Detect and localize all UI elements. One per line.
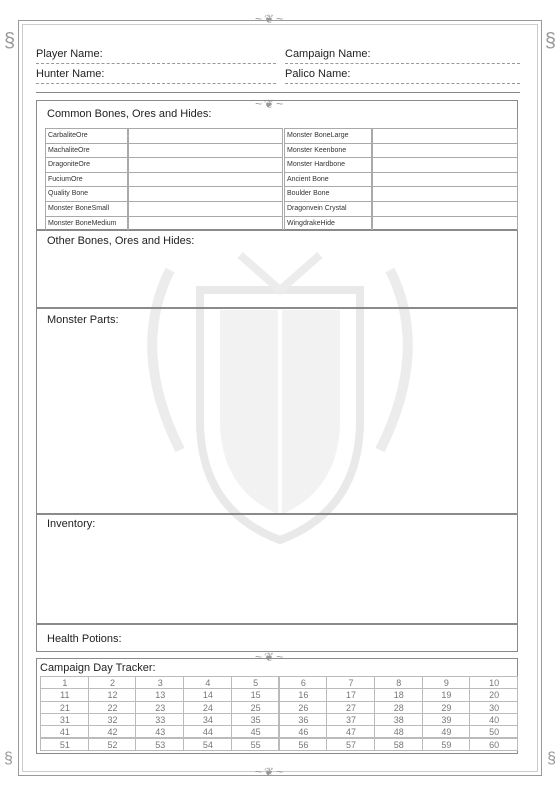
day-cell[interactable] bbox=[88, 701, 137, 714]
material-quantity-cell[interactable] bbox=[372, 216, 518, 232]
material-name-cell bbox=[284, 143, 372, 159]
day-number: 25 bbox=[250, 702, 261, 713]
corner-ornament-icon: § bbox=[4, 30, 16, 52]
material-name-cell bbox=[284, 186, 372, 202]
day-number: 60 bbox=[489, 739, 500, 750]
day-cell[interactable] bbox=[326, 676, 375, 689]
day-number: 49 bbox=[441, 727, 452, 738]
monster-parts-section[interactable] bbox=[36, 308, 518, 514]
bottom-ornament-icon: ~❦~ bbox=[255, 765, 286, 779]
material-name-cell bbox=[284, 157, 372, 173]
material-quantity-cell[interactable] bbox=[372, 201, 518, 217]
day-number: 16 bbox=[298, 690, 309, 701]
day-number: 18 bbox=[393, 690, 404, 701]
material-name-cell bbox=[284, 172, 372, 188]
day-number: 24 bbox=[202, 702, 213, 713]
day-cell[interactable] bbox=[422, 676, 471, 689]
day-cell[interactable] bbox=[279, 738, 328, 751]
day-number: 5 bbox=[253, 678, 259, 688]
day-number: 20 bbox=[489, 690, 500, 701]
day-number: 32 bbox=[107, 714, 118, 725]
day-cell[interactable] bbox=[183, 713, 232, 726]
day-number: 53 bbox=[155, 739, 166, 750]
day-cell[interactable] bbox=[279, 701, 328, 714]
day-cell[interactable] bbox=[183, 676, 232, 689]
day-number: 40 bbox=[489, 714, 500, 725]
material-name: Quality Bone bbox=[48, 190, 89, 198]
day-cell[interactable] bbox=[183, 688, 232, 701]
material-quantity-cell[interactable] bbox=[128, 216, 283, 232]
day-cell[interactable] bbox=[183, 701, 232, 714]
day-number: 51 bbox=[59, 739, 70, 750]
material-name-cell bbox=[45, 201, 128, 217]
day-cell[interactable] bbox=[326, 713, 375, 726]
palico-name-label: Palico Name: bbox=[285, 68, 351, 80]
monster-parts-title: Monster Parts: bbox=[47, 314, 119, 326]
day-number: 3 bbox=[157, 678, 163, 688]
day-number: 37 bbox=[346, 714, 357, 725]
day-cell[interactable] bbox=[40, 688, 89, 701]
day-number: 14 bbox=[202, 690, 213, 701]
day-cell[interactable] bbox=[40, 738, 89, 751]
day-cell[interactable] bbox=[469, 738, 518, 751]
day-cell[interactable] bbox=[469, 725, 518, 738]
day-cell[interactable] bbox=[326, 725, 375, 738]
material-name: WingdrakeHide bbox=[287, 219, 335, 227]
day-number: 17 bbox=[346, 690, 357, 701]
day-number: 33 bbox=[155, 714, 166, 725]
mid-ornament-icon: ~❦~ bbox=[255, 97, 286, 111]
corner-ornament-icon: § bbox=[544, 30, 556, 52]
day-cell[interactable] bbox=[40, 725, 89, 738]
day-number: 4 bbox=[205, 678, 211, 688]
day-number: 45 bbox=[250, 727, 261, 738]
day-cell[interactable] bbox=[231, 688, 280, 701]
day-number: 31 bbox=[59, 714, 70, 725]
tracker-ornament-icon: ~❦~ bbox=[255, 650, 286, 664]
hunter-name-label: Hunter Name: bbox=[36, 68, 105, 80]
material-name: MachaliteOre bbox=[48, 146, 90, 154]
day-cell[interactable] bbox=[279, 688, 328, 701]
material-name-cell bbox=[45, 186, 128, 202]
day-number: 39 bbox=[441, 714, 452, 725]
day-number: 50 bbox=[489, 727, 500, 738]
day-cell[interactable] bbox=[40, 676, 89, 689]
material-quantity-cell[interactable] bbox=[372, 157, 518, 173]
day-number: 28 bbox=[393, 702, 404, 713]
material-name: Monster BoneMedium bbox=[48, 219, 117, 227]
day-cell[interactable] bbox=[231, 701, 280, 714]
day-number: 52 bbox=[107, 739, 118, 750]
player-name-field[interactable] bbox=[36, 63, 276, 64]
material-name-cell bbox=[284, 201, 372, 217]
day-number: 2 bbox=[110, 678, 116, 688]
material-quantity-cell[interactable] bbox=[372, 143, 518, 159]
day-cell[interactable] bbox=[183, 738, 232, 751]
material-name: Monster Keenbone bbox=[287, 146, 347, 154]
material-quantity-cell[interactable] bbox=[128, 201, 283, 217]
material-name: Ancient Bone bbox=[287, 175, 329, 183]
day-cell[interactable] bbox=[374, 725, 423, 738]
day-cell[interactable] bbox=[88, 688, 137, 701]
material-quantity-cell[interactable] bbox=[128, 128, 283, 144]
material-name: Monster BoneLarge bbox=[287, 132, 349, 139]
material-quantity-cell[interactable] bbox=[372, 172, 518, 188]
material-name-cell bbox=[284, 128, 372, 144]
day-number: 54 bbox=[202, 739, 213, 750]
health-potions-title: Health Potions: bbox=[47, 633, 122, 645]
material-quantity-cell[interactable] bbox=[372, 186, 518, 202]
day-cell[interactable] bbox=[40, 701, 89, 714]
day-number: 12 bbox=[107, 690, 118, 701]
campaign-name-label: Campaign Name: bbox=[285, 48, 371, 60]
day-number: 26 bbox=[298, 702, 309, 713]
day-number: 56 bbox=[298, 739, 309, 750]
day-cell[interactable] bbox=[231, 676, 280, 689]
material-quantity-cell[interactable] bbox=[128, 143, 283, 159]
day-cell[interactable] bbox=[374, 713, 423, 726]
day-cell[interactable] bbox=[374, 701, 423, 714]
day-cell[interactable] bbox=[374, 676, 423, 689]
day-cell[interactable] bbox=[231, 713, 280, 726]
material-quantity-cell[interactable] bbox=[372, 128, 518, 144]
corner-ornament-icon: § bbox=[4, 750, 13, 767]
day-cell[interactable] bbox=[326, 738, 375, 751]
day-cell[interactable] bbox=[279, 676, 328, 689]
day-cell[interactable] bbox=[279, 713, 328, 726]
day-cell[interactable] bbox=[231, 725, 280, 738]
material-name: DragoniteOre bbox=[48, 161, 91, 169]
day-number: 22 bbox=[107, 702, 118, 713]
day-cell[interactable] bbox=[469, 688, 518, 701]
day-number: 21 bbox=[59, 702, 70, 713]
day-cell[interactable] bbox=[135, 713, 184, 726]
day-number: 6 bbox=[300, 678, 306, 688]
day-cell[interactable] bbox=[279, 725, 328, 738]
day-number: 57 bbox=[346, 739, 357, 750]
day-cell[interactable] bbox=[374, 738, 423, 751]
material-name-cell bbox=[45, 216, 128, 232]
day-cell[interactable] bbox=[469, 701, 518, 714]
day-number: 42 bbox=[107, 727, 118, 738]
divider bbox=[36, 92, 520, 93]
day-number: 29 bbox=[441, 702, 452, 713]
day-cell[interactable] bbox=[422, 713, 471, 726]
day-cell[interactable] bbox=[422, 725, 471, 738]
day-cell[interactable] bbox=[135, 738, 184, 751]
material-quantity-cell[interactable] bbox=[128, 157, 283, 173]
other-materials-title: Other Bones, Ores and Hides: bbox=[47, 235, 195, 247]
day-number: 34 bbox=[202, 714, 213, 725]
day-number: 47 bbox=[346, 727, 357, 738]
day-cell[interactable] bbox=[88, 738, 137, 751]
day-cell[interactable] bbox=[422, 738, 471, 751]
day-number: 46 bbox=[298, 727, 309, 738]
day-number: 1 bbox=[62, 678, 68, 688]
material-name-cell bbox=[45, 157, 128, 173]
day-cell[interactable] bbox=[422, 701, 471, 714]
player-name-label: Player Name: bbox=[36, 48, 103, 60]
day-tracker-title: Campaign Day Tracker: bbox=[40, 662, 156, 674]
day-cell[interactable] bbox=[135, 688, 184, 701]
day-cell[interactable] bbox=[422, 688, 471, 701]
day-number: 27 bbox=[346, 702, 357, 713]
day-cell[interactable] bbox=[88, 725, 137, 738]
material-name-cell bbox=[45, 143, 128, 159]
day-number: 13 bbox=[155, 690, 166, 701]
top-ornament-icon: ~❦~ bbox=[255, 12, 286, 26]
day-number: 43 bbox=[155, 727, 166, 738]
day-number: 35 bbox=[250, 714, 261, 725]
material-name: Dragonvein Crystal bbox=[287, 205, 347, 212]
day-cell[interactable] bbox=[88, 676, 137, 689]
day-number: 38 bbox=[393, 714, 404, 725]
day-cell[interactable] bbox=[40, 713, 89, 726]
common-materials-title: Common Bones, Ores and Hides: bbox=[47, 108, 212, 120]
hunter-name-field[interactable] bbox=[36, 83, 276, 84]
inventory-section[interactable] bbox=[36, 514, 518, 624]
day-number: 10 bbox=[489, 678, 500, 688]
palico-name-field[interactable] bbox=[285, 83, 520, 84]
day-cell[interactable] bbox=[231, 738, 280, 751]
day-cell[interactable] bbox=[326, 701, 375, 714]
day-cell[interactable] bbox=[135, 676, 184, 689]
material-name-cell bbox=[45, 128, 128, 144]
inventory-title: Inventory: bbox=[47, 518, 96, 530]
day-cell[interactable] bbox=[374, 688, 423, 701]
day-number: 19 bbox=[441, 690, 452, 701]
material-name: Monster Hardbone bbox=[287, 161, 345, 169]
material-name: FuciumOre bbox=[48, 175, 83, 183]
day-number: 44 bbox=[202, 727, 213, 738]
day-number: 59 bbox=[441, 739, 452, 750]
material-name: Boulder Bone bbox=[287, 190, 330, 198]
day-number: 23 bbox=[155, 702, 166, 713]
day-number: 58 bbox=[393, 739, 404, 750]
day-cell[interactable] bbox=[183, 725, 232, 738]
material-name-cell bbox=[45, 172, 128, 188]
day-number: 11 bbox=[60, 690, 70, 701]
day-cell[interactable] bbox=[326, 688, 375, 701]
material-name-cell bbox=[284, 216, 372, 232]
material-quantity-cell[interactable] bbox=[128, 186, 283, 202]
material-name: CarbaliteOre bbox=[48, 132, 88, 139]
day-number: 15 bbox=[250, 690, 261, 701]
day-number: 41 bbox=[59, 727, 70, 738]
day-cell[interactable] bbox=[135, 725, 184, 738]
material-quantity-cell[interactable] bbox=[128, 172, 283, 188]
day-number: 36 bbox=[298, 714, 309, 725]
day-number: 48 bbox=[393, 727, 404, 738]
day-number: 8 bbox=[396, 678, 402, 688]
campaign-name-field[interactable] bbox=[285, 63, 520, 64]
day-number: 7 bbox=[348, 678, 354, 688]
day-cell[interactable] bbox=[469, 713, 518, 726]
material-name: Monster BoneSmall bbox=[48, 205, 110, 212]
day-number: 30 bbox=[489, 702, 500, 713]
day-number: 55 bbox=[250, 739, 261, 750]
day-cell[interactable] bbox=[88, 713, 137, 726]
day-cell[interactable] bbox=[469, 676, 518, 689]
corner-ornament-icon: § bbox=[547, 750, 556, 767]
day-cell[interactable] bbox=[135, 701, 184, 714]
day-number: 9 bbox=[443, 678, 449, 688]
